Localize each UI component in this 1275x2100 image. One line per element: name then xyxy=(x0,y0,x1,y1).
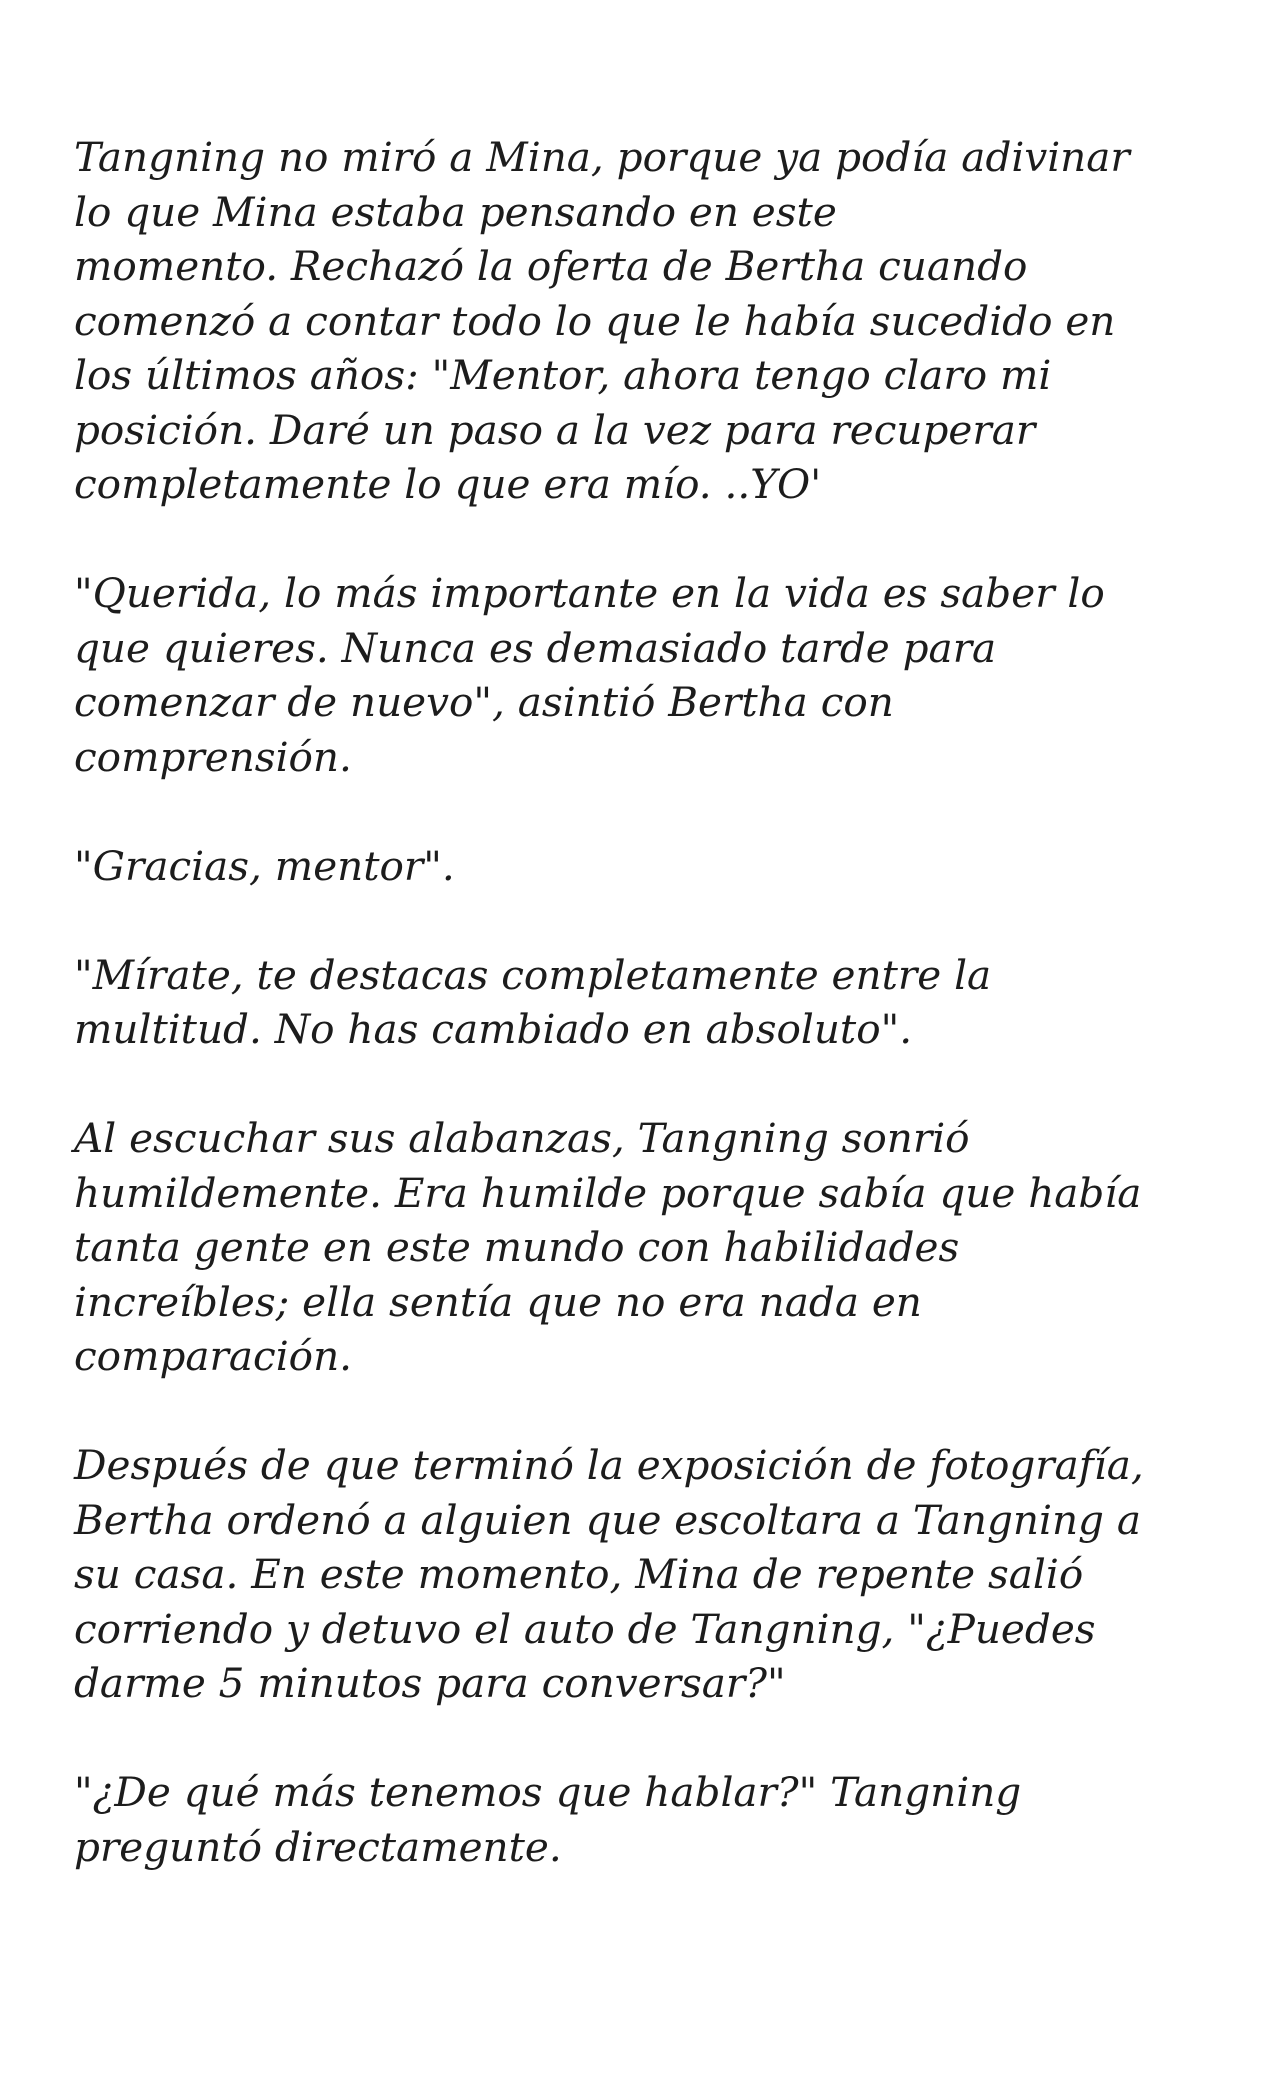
paragraph: Al escuchar sus alabanzas, Tangning sonrió humildemente. Era humilde porque sabía que había tanta gente en este mundo con habilidades increíbles; ella sentía que no era nada en comparación. xyxy=(74,1114,1142,1380)
paragraph: "Mírate, te destacas completamente entre la multitud. No has cambiado en absoluto". xyxy=(74,950,992,1053)
paragraph: "¿De qué más tenemos que hablar?" Tangning preguntó directamente. xyxy=(74,1768,1022,1871)
paragraph: "Gracias, mentor". xyxy=(74,841,455,890)
paragraph: Tangning no miró a Mina, porque ya podía adivinar lo que Mina estaba pensando en este momento. Rechazó la oferta de Bertha cuando comenzó a contar todo lo que le había sucedido en los últimos años: "Mentor, ahora tengo claro mi posición. Daré un paso a la vez para recuperar completamente lo que era mío. ..YO' xyxy=(74,133,1130,508)
document-body xyxy=(74,130,1204,1929)
paragraph: "Querida, lo más importante en la vida es saber lo que quieres. Nunca es demasiado tarde para comenzar de nuevo", asintió Bertha con comprensión. xyxy=(74,569,1105,781)
paragraph: Después de que terminó la exposición de fotografía, Bertha ordenó a alguien que escoltara a Tangning a su casa. En este momento, Mina de repente salió corriendo y detuvo el auto de Tangning, "¿Puedes darme 5 minutos para conversar?" xyxy=(74,1441,1144,1707)
